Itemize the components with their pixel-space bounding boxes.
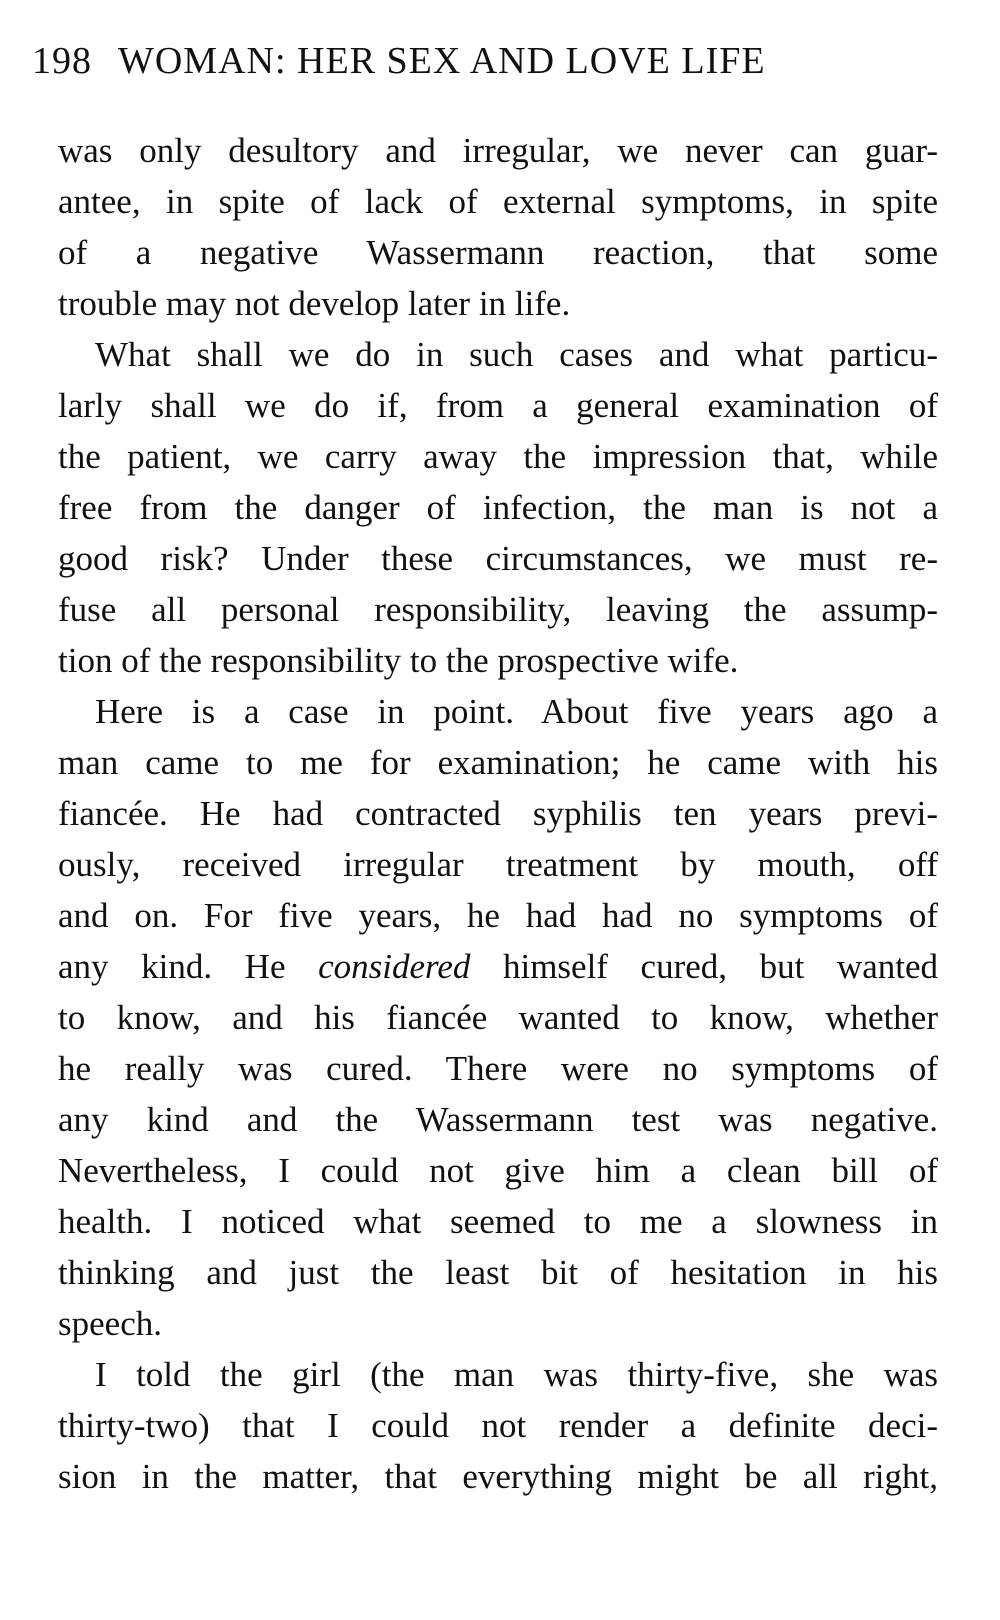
text-line — [58, 890, 938, 941]
text-line: was only desultory and irregular, we never can guar- — [58, 131, 938, 170]
text-line: health. I noticed what seemed to me a slowness in — [58, 1202, 938, 1241]
text-line: antee, in spite of lack of external symptoms, in spite — [58, 182, 938, 221]
text-segment: himself cured, but wanted — [502, 947, 938, 986]
running-title: WOMAN: HER SEX AND LOVE LIFE — [118, 40, 766, 82]
text-line: tion of the responsibility to the prospective wife. — [58, 641, 739, 680]
text-line: any kind and the Wassermann test was negative. — [58, 1100, 938, 1139]
text-line-segment: and on. For five years, he had had no symptoms of — [58, 896, 938, 935]
text-line: of a negative Wassermann reaction, that some — [58, 233, 938, 272]
text-line: free from the danger of infection, the man is not a — [58, 488, 938, 527]
text-segment: any kind. He — [58, 947, 286, 986]
text-line: fiancée. He had contracted syphilis ten years previ- — [58, 794, 938, 833]
text-line: good risk? Under these circumstances, we must re- — [58, 539, 938, 578]
italic-word: considered — [318, 947, 471, 986]
paragraph-start-line: Here is a case in point. About five years ago a — [95, 692, 938, 731]
text-line: Nevertheless, I could not give him a clean bill of — [58, 1151, 938, 1190]
text-line: sion in the matter, that everything might be all right, — [58, 1457, 938, 1496]
text-line: fuse all personal responsibility, leaving the assump- — [58, 590, 938, 629]
text-line: the patient, we carry away the impression that, while — [58, 437, 938, 476]
page-number: 198 — [32, 40, 92, 82]
paragraph-start-line: I told the girl (the man was thirty-five, she was — [95, 1355, 938, 1394]
text-line: to know, and his fiancée wanted to know, whether — [58, 998, 938, 1037]
text-line-with-italic — [58, 941, 938, 992]
text-line: trouble may not develop later in life. — [58, 284, 571, 323]
paragraph-start-line: What shall we do in such cases and what particu- — [95, 335, 938, 374]
text-line: larly shall we do if, from a general examination of — [58, 386, 938, 425]
text-line: he really was cured. There were no symptoms of — [58, 1049, 938, 1088]
body-text — [58, 125, 938, 1502]
text-line: speech. — [58, 1304, 162, 1343]
text-line: ously, received irregular treatment by mouth, off — [58, 845, 938, 884]
text-line: thinking and just the least bit of hesitation in his — [58, 1253, 938, 1292]
text-line: thirty-two) that I could not render a definite deci- — [58, 1406, 938, 1445]
text-line: man came to me for examination; he came with his — [58, 743, 938, 782]
running-head — [32, 42, 962, 80]
